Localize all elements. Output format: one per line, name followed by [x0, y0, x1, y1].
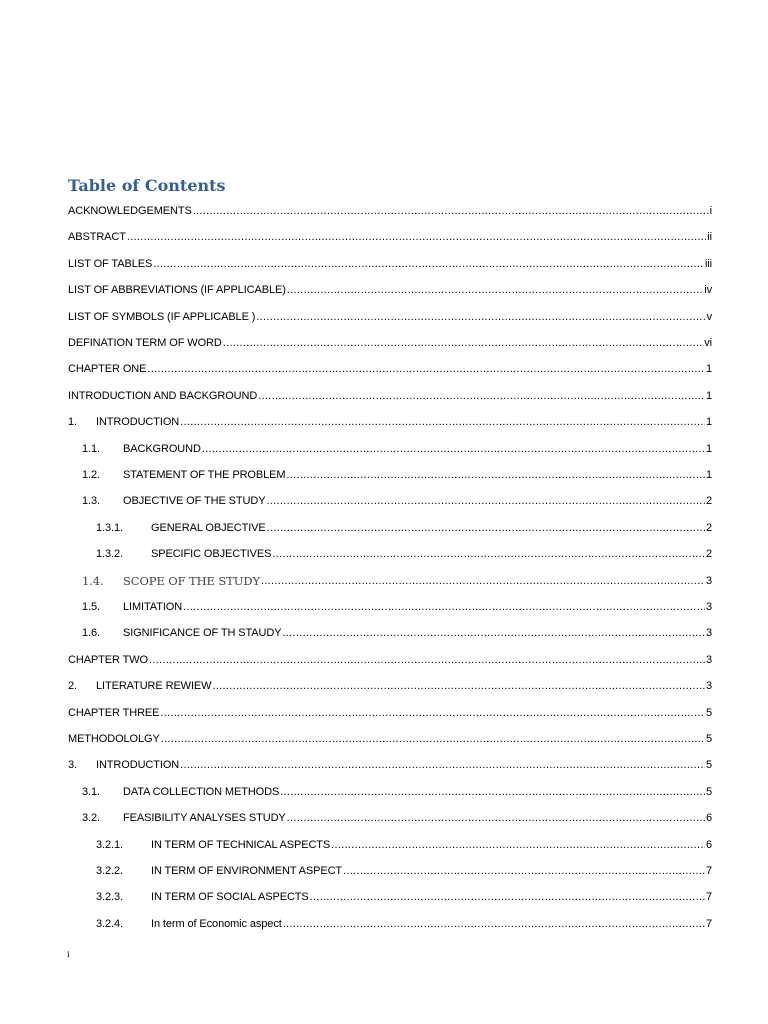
toc-entry[interactable] — [68, 673, 712, 699]
dot-leader — [149, 654, 705, 666]
toc-entry[interactable] — [68, 251, 712, 277]
toc-entry[interactable] — [96, 515, 712, 541]
toc-entry-label: FEASIBILITY ANALYSES STUDY — [123, 812, 286, 825]
toc-entry[interactable] — [96, 858, 712, 884]
toc-entry-label: CHAPTER ONE — [68, 363, 147, 376]
toc-entry-page: 2 — [705, 521, 712, 534]
toc-entry-label: ABSTRACT — [68, 231, 126, 244]
toc-entry-page: v — [706, 310, 712, 323]
toc-entry[interactable] — [96, 541, 712, 567]
dot-leader — [256, 311, 705, 323]
dot-leader — [286, 469, 705, 481]
toc-entry[interactable] — [82, 568, 712, 594]
toc-entry[interactable] — [82, 620, 712, 646]
toc-entry-number: 3. — [68, 759, 77, 772]
dot-leader — [161, 733, 705, 745]
toc-entry-number: 1.6. — [82, 627, 100, 640]
toc-entry[interactable] — [68, 198, 712, 224]
toc-entry-page: 3 — [705, 574, 712, 587]
toc-entry-label: CHAPTER TWO — [68, 653, 148, 666]
toc-entry-number: 3.2.4. — [96, 917, 123, 930]
toc-entry-page: 1 — [705, 442, 712, 455]
dot-leader — [202, 443, 705, 455]
dot-leader — [331, 839, 705, 851]
toc-entry-label: INTRODUCTION — [96, 416, 180, 429]
toc-entry-page: vi — [704, 337, 712, 349]
toc-entry-label: STATEMENT OF THE PROBLEM — [123, 469, 286, 481]
toc-entry-number: 1.2. — [82, 469, 100, 481]
dot-leader — [280, 786, 705, 798]
toc-entry-page: 3 — [705, 680, 712, 693]
toc-entry[interactable] — [96, 832, 712, 858]
toc-entry-page: 7 — [705, 865, 712, 877]
toc-entry-number: 1.4. — [82, 573, 104, 588]
dot-leader — [180, 759, 705, 771]
toc-entry-number: 3.2.3. — [96, 891, 123, 904]
toc-entry-label: SCOPE OF THE STUDY — [123, 573, 260, 588]
toc-entry[interactable] — [82, 779, 712, 805]
dot-leader — [127, 231, 706, 243]
dot-leader — [310, 891, 705, 903]
toc-entry[interactable] — [68, 330, 712, 356]
toc-entry[interactable] — [68, 304, 712, 330]
toc-entry-page: 1 — [705, 363, 712, 376]
toc-entry-page: ii — [707, 231, 712, 244]
toc-entry-page: 1 — [705, 469, 712, 481]
toc-entry-number: 1. — [68, 416, 77, 429]
toc-entry-label: CHAPTER THREE — [68, 706, 160, 719]
toc-entry-page: 6 — [705, 838, 712, 851]
toc-entry-page: 7 — [705, 917, 712, 930]
toc-entry-number: 3.2.1. — [96, 838, 123, 851]
toc-entry-number: 3.2. — [82, 812, 100, 825]
dot-leader — [287, 812, 705, 824]
toc-entry[interactable] — [82, 436, 712, 462]
toc-entry-page: 1 — [705, 416, 712, 429]
dot-leader — [261, 575, 705, 587]
toc-entry-label: GENERAL OBJECTIVE — [151, 521, 266, 534]
toc-entry-page: 7 — [705, 891, 712, 904]
toc-entry-page: iv — [704, 284, 712, 297]
toc-entry-label: LIMITATION — [123, 601, 183, 613]
dot-leader — [267, 522, 705, 534]
toc-entry[interactable] — [96, 911, 712, 937]
toc-entry-number: 2. — [68, 680, 77, 693]
toc-entry-page: 3 — [705, 601, 712, 613]
toc-entry-page: 6 — [705, 812, 712, 825]
dot-leader — [180, 416, 705, 428]
toc-entry-label: OBJECTIVE OF THE STUDY — [123, 495, 266, 508]
toc-entry-label: ACKNOWLEDGEMENTS — [68, 205, 192, 217]
toc-entry-page: 3 — [705, 627, 712, 640]
toc-entry[interactable] — [82, 594, 712, 620]
toc-entry[interactable] — [68, 752, 712, 778]
dot-leader — [272, 548, 705, 560]
toc-entry-number: 1.3.2. — [96, 548, 123, 561]
toc-entry-label: DATA COLLECTION METHODS — [123, 785, 280, 798]
toc-entry-label: INTRODUCTION AND BACKGROUND — [68, 389, 258, 402]
toc-entry-label: METHODOLOLGY — [68, 733, 160, 745]
dot-leader — [223, 337, 704, 349]
dot-leader — [212, 680, 705, 692]
toc-entry[interactable] — [68, 647, 712, 673]
toc-entry-page: 5 — [705, 733, 712, 745]
toc-entry-label: SIGNIFICANCE OF TH STAUDY — [123, 627, 282, 640]
toc-entry[interactable] — [68, 277, 712, 303]
toc-entry-page: 5 — [705, 785, 712, 798]
toc-entry[interactable] — [68, 700, 712, 726]
toc-entry-label: LITERATURE REWIEW — [96, 680, 212, 693]
toc-entry-label: LIST OF SYMBOLS (IF APPLICABLE ) — [68, 310, 256, 323]
toc-entry-label: IN TERM OF TECHNICAL ASPECTS — [151, 838, 331, 851]
footer-page-number: i — [67, 950, 70, 959]
toc-entry-label: LIST OF ABBREVIATIONS (IF APPLICABLE) — [68, 284, 286, 297]
dot-leader — [183, 601, 705, 613]
toc-entry[interactable] — [96, 884, 712, 910]
toc-entry[interactable] — [68, 409, 712, 435]
toc-entry[interactable] — [68, 356, 712, 382]
toc-entry-number: 3.2.2. — [96, 865, 123, 877]
dot-leader — [343, 865, 705, 877]
toc-entry-page: 5 — [705, 759, 712, 772]
dot-leader — [193, 205, 709, 217]
dot-leader — [287, 284, 703, 296]
toc-entry-page: iii — [704, 257, 712, 270]
toc-entry[interactable] — [68, 383, 712, 409]
toc-entry-number: 1.3.1. — [96, 521, 123, 534]
toc-entry[interactable] — [82, 488, 712, 514]
dot-leader — [282, 627, 705, 639]
toc-entry-page: 2 — [705, 548, 712, 561]
toc-entry-page: 3 — [705, 653, 712, 666]
toc-entry-page: 5 — [705, 706, 712, 719]
toc-entry-number: 1.5. — [82, 601, 100, 613]
toc-entry-page: 1 — [705, 389, 712, 402]
dot-leader — [283, 918, 705, 930]
toc-entry-label: BACKGROUND — [123, 442, 201, 455]
toc-entry-label: IN TERM OF ENVIRONMENT ASPECT — [151, 865, 343, 877]
toc-title: Table of Contents — [68, 176, 226, 195]
toc-entry-label: INTRODUCTION — [96, 759, 180, 772]
toc-entry-number: 3.1. — [82, 785, 100, 798]
dot-leader — [147, 363, 705, 375]
dot-leader — [266, 495, 705, 507]
toc-entry[interactable] — [68, 224, 712, 250]
toc-entry-label: IN TERM OF SOCIAL ASPECTS — [151, 891, 309, 904]
toc-entry-label: DEFINATION TERM OF WORD — [68, 337, 222, 349]
toc-entry-label: In term of Economic aspect — [151, 917, 282, 930]
dot-leader — [258, 390, 705, 402]
toc-entry-page: 2 — [705, 495, 712, 508]
dot-leader — [160, 707, 705, 719]
toc-entry-label: SPECIFIC OBJECTIVES — [151, 548, 272, 561]
toc-entry[interactable] — [68, 726, 712, 752]
toc-entry-label: LIST OF TABLES — [68, 257, 153, 270]
dot-leader — [153, 258, 704, 270]
toc-entry[interactable] — [82, 462, 712, 488]
toc-entry-page: i — [709, 205, 712, 217]
toc-entry[interactable] — [82, 805, 712, 831]
toc-entry-number: 1.1. — [82, 442, 100, 455]
toc-entry-number: 1.3. — [82, 495, 100, 508]
